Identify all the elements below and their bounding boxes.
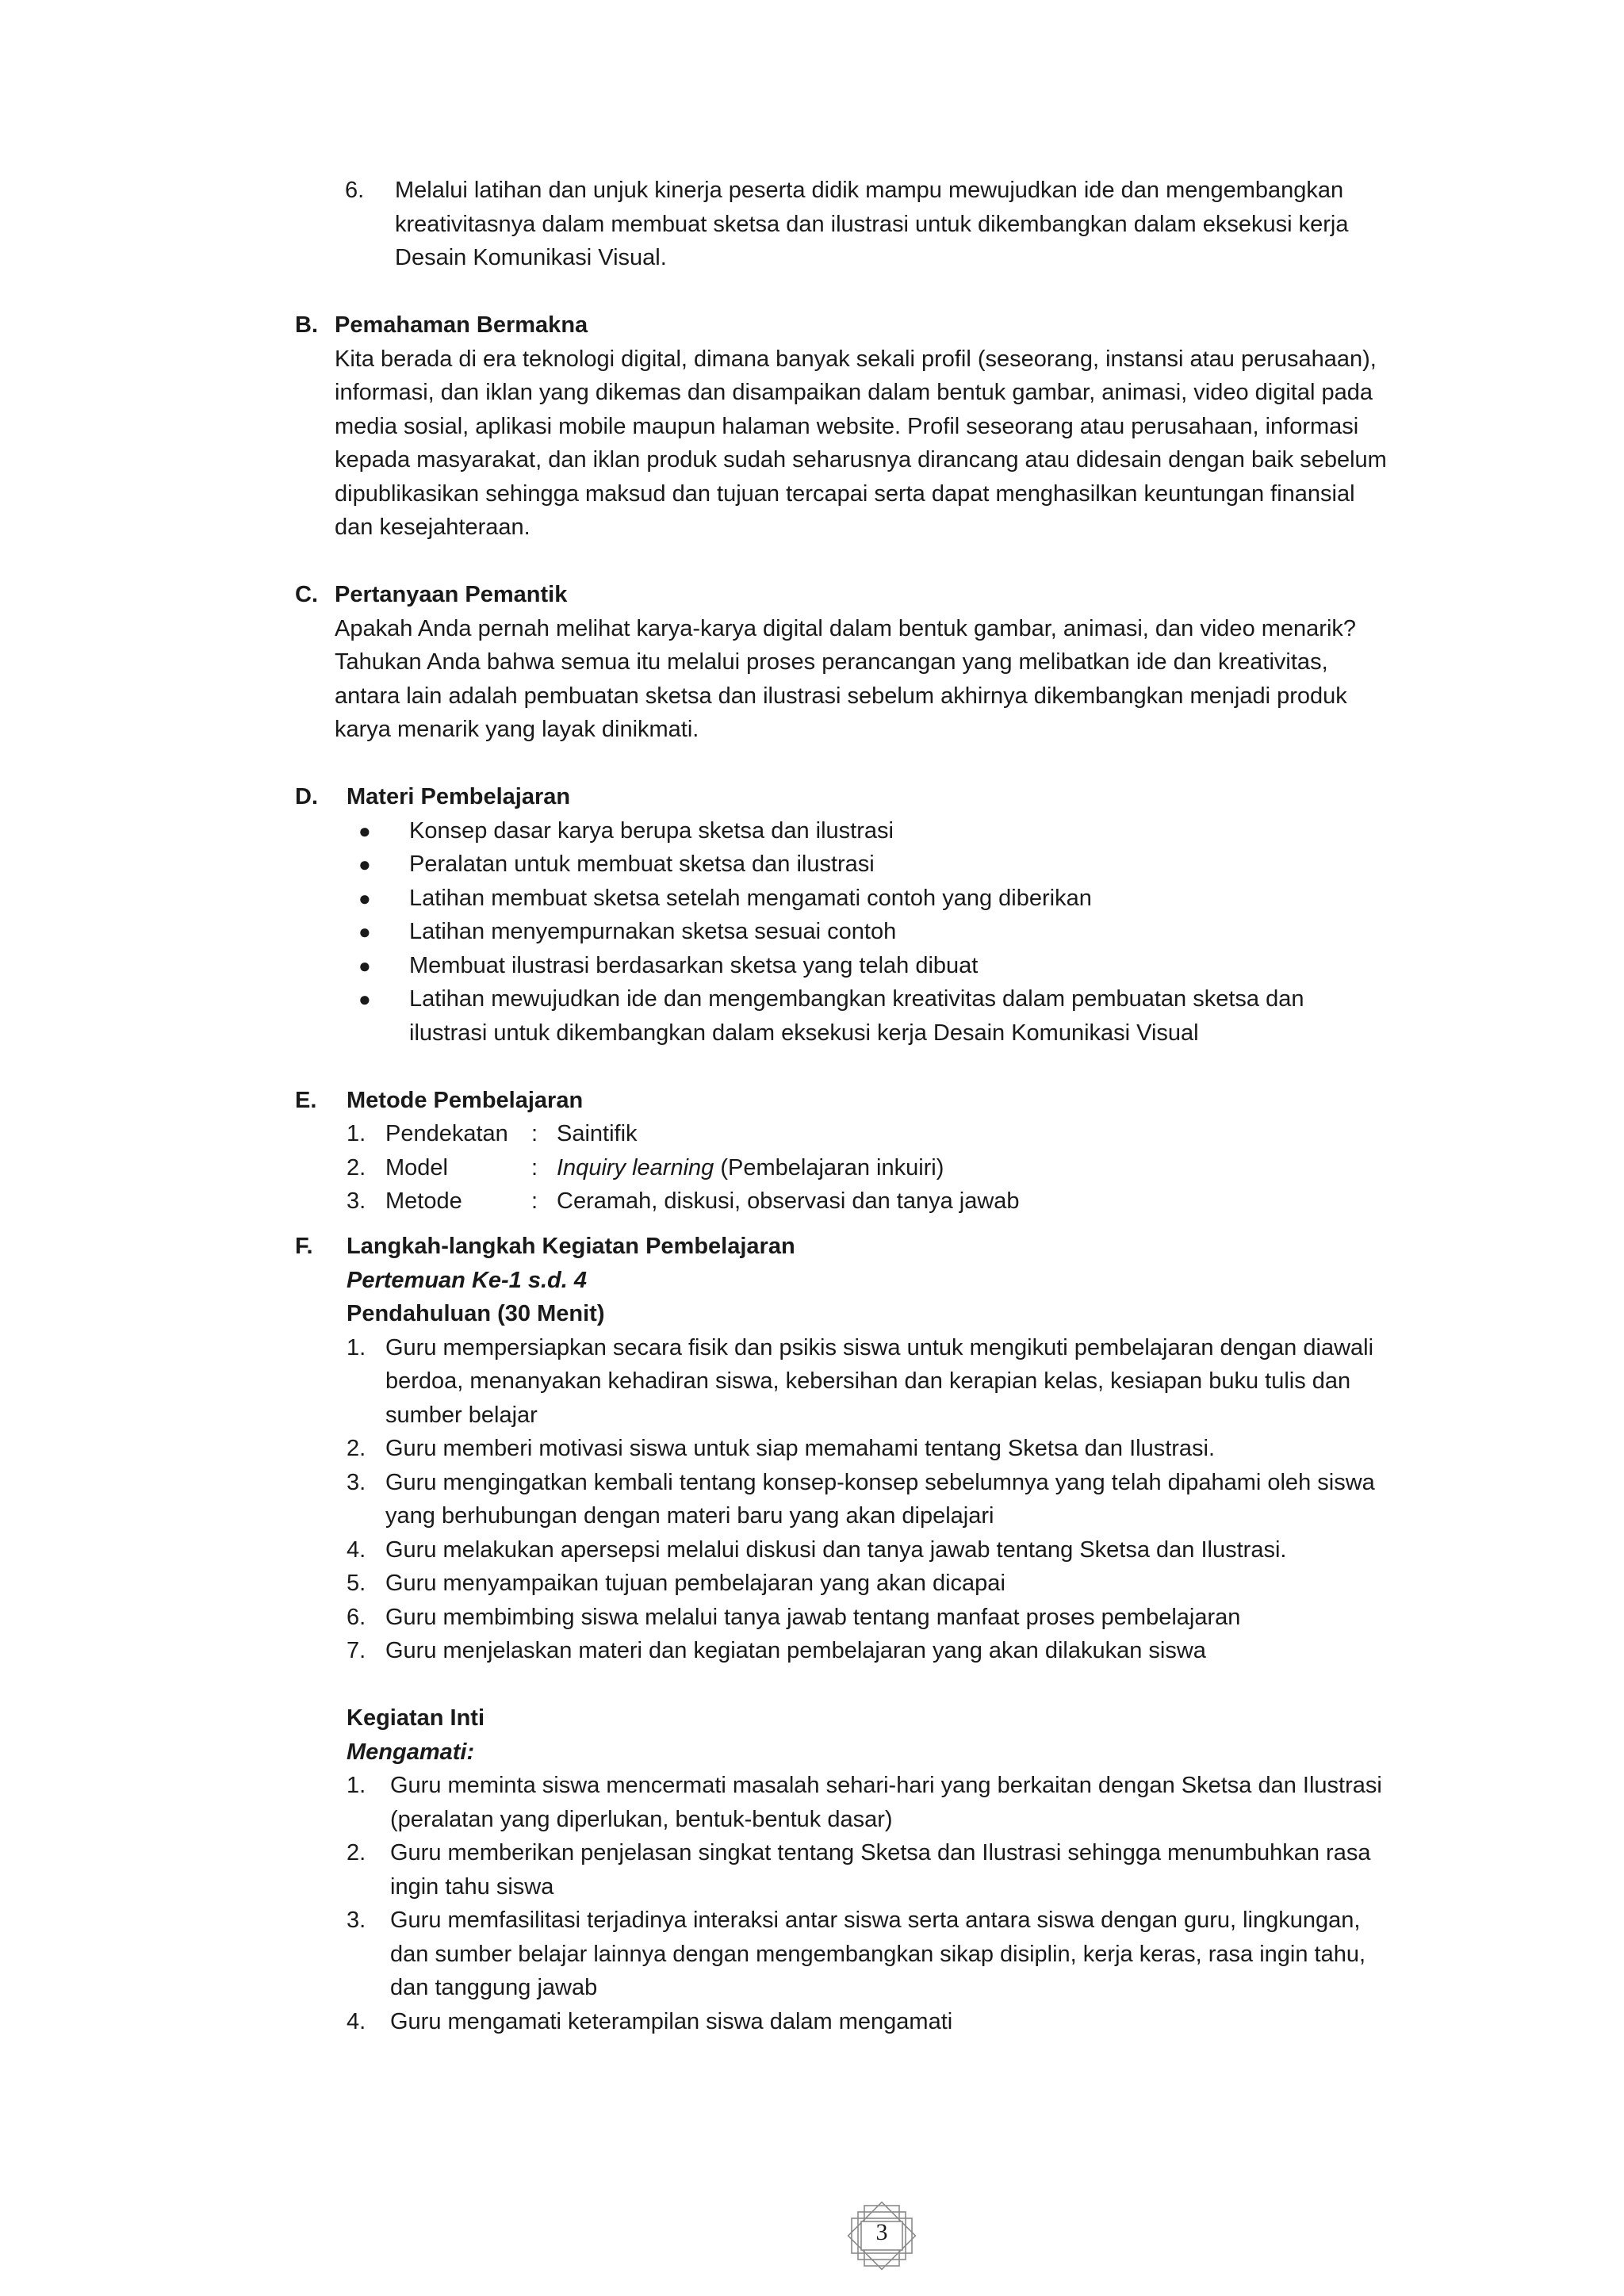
section-heading: Pemahaman Bermakna: [335, 312, 588, 338]
list-item-line: (peralatan yang diperlukan, bentuk-bentuk dasar): [390, 1807, 893, 1832]
bullet-item: Latihan mewujudkan ide dan mengembangkan kreativitas dalam pembuatan sketsa dan: [409, 986, 1304, 1012]
section-heading: Metode Pembelajaran: [347, 1088, 584, 1113]
list-item-line: kreativitasnya dalam membuat sketsa dan ilustrasi untuk dikembangkan dalam eksekusi kerja: [395, 212, 1349, 237]
list-item-line: Guru menyampaikan tujuan pembelajaran yang akan dicapai: [385, 1571, 1005, 1596]
list-item-line: yang berhubungan dengan materi baru yang akan dipelajari: [385, 1503, 994, 1529]
method-label: Model: [385, 1155, 448, 1181]
list-number: 1.: [347, 1773, 366, 1798]
paragraph-line: dan kesejahteraan.: [335, 515, 530, 540]
bullet-icon: ●: [358, 819, 371, 843]
paragraph-line: kepada masyarakat, dan iklan produk sudah seharusnya dirancang atau didesain dengan baik sebelum: [335, 447, 1387, 473]
section-letter: F.: [295, 1234, 313, 1259]
method-colon: :: [531, 1121, 538, 1146]
list-item-line: dan tanggung jawab: [390, 1975, 598, 2000]
paragraph-line: Apakah Anda pernah melihat karya-karya digital dalam bentuk gambar, animasi, dan video menarik?: [335, 616, 1357, 641]
list-item-line: Melalui latihan dan unjuk kinerja peserta didik mampu mewujudkan ide dan mengembangkan: [395, 178, 1344, 203]
activity-heading: Mengamati:: [347, 1739, 475, 1765]
paragraph-line: dipublikasikan sehingga maksud dan tujuan tercapai serta dapat menghasilkan keuntungan finansial: [335, 481, 1355, 507]
list-number: 3.: [347, 1908, 366, 1933]
list-number: 4.: [347, 2009, 366, 2034]
list-item-line: ingin tahu siswa: [390, 1874, 554, 1900]
subsection-heading: Pendahuluan (30 Menit): [347, 1301, 605, 1326]
bullet-item: Membuat ilustrasi berdasarkan sketsa yang telah dibuat: [409, 953, 979, 978]
bullet-icon: ●: [358, 920, 371, 943]
list-number: 1.: [347, 1335, 366, 1360]
section-letter: B.: [295, 312, 318, 338]
method-value-text: (Pembelajaran inkuiri): [714, 1155, 944, 1181]
method-colon: :: [531, 1188, 538, 1214]
method-value: [557, 1117, 638, 1151]
page-number: 3: [875, 2219, 888, 2245]
list-number: 7.: [347, 1638, 366, 1663]
list-number: 2.: [347, 1436, 366, 1461]
paragraph-line: Kita berada di era teknologi digital, dimana banyak sekali profil (seseorang, instansi atau perusahaan),: [335, 346, 1377, 372]
section-heading: Langkah-langkah Kegiatan Pembelajaran: [347, 1234, 795, 1259]
list-number: 3.: [347, 1188, 366, 1214]
list-item-line: Desain Komunikasi Visual.: [395, 245, 667, 270]
list-item-line: Guru memberikan penjelasan singkat tentang Sketsa dan Ilustrasi sehingga menumbuhkan rasa: [390, 1840, 1371, 1866]
bullet-icon: ●: [358, 886, 371, 910]
bullet-item: Latihan menyempurnakan sketsa sesuai contoh: [409, 919, 897, 944]
list-item-line: sumber belajar: [385, 1402, 538, 1428]
section-heading: Pertanyaan Pemantik: [335, 582, 568, 607]
list-number: 4.: [347, 1537, 366, 1563]
page-number-ornament: [839, 2195, 925, 2277]
bullet-item: ilustrasi untuk dikembangkan dalam eksekusi kerja Desain Komunikasi Visual: [409, 1020, 1199, 1046]
method-value-text: Ceramah, diskusi, observasi dan tanya jawab: [557, 1188, 1020, 1214]
list-item-line: Guru meminta siswa mencermati masalah sehari-hari yang berkaitan dengan Sketsa dan Ilustrasi: [390, 1773, 1382, 1798]
list-number: 6.: [345, 178, 365, 203]
bullet-icon: ●: [358, 987, 371, 1011]
list-item-line: Guru mengingatkan kembali tentang konsep-konsep sebelumnya yang telah dipahami oleh siswa: [385, 1470, 1375, 1495]
section-letter: D.: [295, 784, 318, 809]
list-item-line: Guru memfasilitasi terjadinya interaksi antar siswa serta antara siswa dengan guru, lingkungan,: [390, 1908, 1361, 1933]
paragraph-line: informasi, dan iklan yang dikemas dan disampaikan dalam bentuk gambar, animasi, video digital pada: [335, 380, 1373, 405]
list-item-line: berdoa, menanyakan kehadiran siswa, kebersihan dan kerapian kelas, kesiapan buku tulis dan: [385, 1368, 1351, 1394]
list-item-line: Guru membimbing siswa melalui tanya jawab tentang manfaat proses pembelajaran: [385, 1605, 1241, 1630]
section-letter: C.: [295, 582, 318, 607]
subsection-heading: Kegiatan Inti: [347, 1705, 485, 1731]
method-value: [557, 1184, 1020, 1219]
method-value-italic: Inquiry learning: [557, 1155, 714, 1181]
method-value: [557, 1151, 944, 1185]
bullet-item: Latihan membuat sketsa setelah mengamati contoh yang diberikan: [409, 886, 1092, 911]
list-item-line: Guru melakukan apersepsi melalui diskusi dan tanya jawab tentang Sketsa dan Ilustrasi.: [385, 1537, 1287, 1563]
meeting-heading: Pertemuan Ke-1 s.d. 4: [347, 1268, 587, 1293]
list-item-line: Guru mempersiapkan secara fisik dan psikis siswa untuk mengikuti pembelajaran dengan diawali: [385, 1335, 1374, 1360]
method-label: Metode: [385, 1188, 462, 1214]
list-number: 1.: [347, 1121, 366, 1146]
section-letter: E.: [295, 1088, 317, 1113]
bullet-icon: ●: [358, 852, 371, 876]
paragraph-line: karya menarik yang layak dinikmati.: [335, 717, 699, 742]
list-number: 5.: [347, 1571, 366, 1596]
section-heading: Materi Pembelajaran: [347, 784, 571, 809]
method-colon: :: [531, 1155, 538, 1181]
list-item-line: Guru mengamati keterampilan siswa dalam mengamati: [390, 2009, 953, 2034]
bullet-item: Konsep dasar karya berupa sketsa dan ilustrasi: [409, 818, 894, 844]
list-number: 3.: [347, 1470, 366, 1495]
list-item-line: dan sumber belajar lainnya dengan mengembangkan sikap disiplin, kerja keras, rasa ingin tahu,: [390, 1942, 1366, 1967]
list-number: 6.: [347, 1605, 366, 1630]
bullet-item: Peralatan untuk membuat sketsa dan ilustrasi: [409, 851, 875, 877]
method-value-text: Saintifik: [557, 1121, 638, 1146]
list-number: 2.: [347, 1155, 366, 1181]
list-item-line: Guru memberi motivasi siswa untuk siap memahami tentang Sketsa dan Ilustrasi.: [385, 1436, 1216, 1461]
paragraph-line: antara lain adalah pembuatan sketsa dan ilustrasi sebelum akhirnya dikembangkan menjadi produk: [335, 683, 1347, 709]
paragraph-line: media sosial, aplikasi mobile maupun halaman website. Profil seseorang atau perusahaan, informasi: [335, 414, 1359, 439]
method-label: Pendekatan: [385, 1121, 508, 1146]
bullet-icon: ●: [358, 954, 371, 978]
paragraph-line: Tahukan Anda bahwa semua itu melalui proses perancangan yang melibatkan ide dan kreativitas,: [335, 649, 1328, 675]
list-number: 2.: [347, 1840, 366, 1866]
list-item-line: Guru menjelaskan materi dan kegiatan pembelajaran yang akan dilakukan siswa: [385, 1638, 1206, 1663]
